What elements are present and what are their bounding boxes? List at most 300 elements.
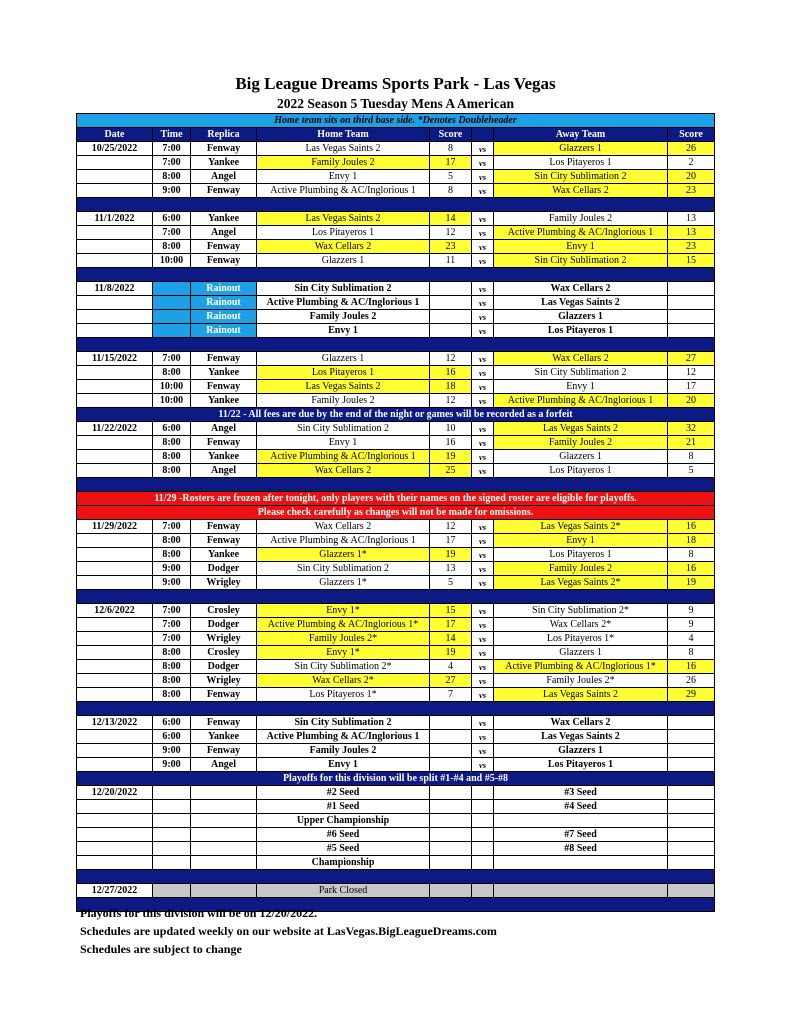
game-row bbox=[77, 422, 715, 436]
game-date bbox=[77, 646, 153, 660]
playoff-row bbox=[77, 800, 715, 814]
away-score: 15 bbox=[668, 254, 715, 268]
away-team: Wax Cellars 2 bbox=[494, 282, 668, 296]
game-row bbox=[77, 618, 715, 632]
home-team: Envy 1 bbox=[257, 436, 430, 450]
home-team: Wax Cellars 2 bbox=[257, 520, 430, 534]
playoff-home: Championship bbox=[257, 856, 430, 870]
away-team: Wax Cellars 2* bbox=[494, 618, 668, 632]
game-date bbox=[77, 842, 153, 856]
park-closed-text: Park Closed bbox=[257, 884, 430, 898]
game-row bbox=[77, 170, 715, 184]
game-row bbox=[77, 142, 715, 156]
game-time: 8:00 bbox=[153, 464, 191, 478]
game-replica: Fenway bbox=[191, 352, 257, 366]
vs-label: vs bbox=[472, 422, 494, 436]
game-time: 6:00 bbox=[153, 422, 191, 436]
game-row bbox=[77, 688, 715, 702]
col-header-away-score: Score bbox=[668, 128, 715, 142]
away-score bbox=[668, 282, 715, 296]
week-separator bbox=[77, 590, 715, 604]
col-header-vs bbox=[472, 128, 494, 142]
vs-label: vs bbox=[472, 688, 494, 702]
notice-text: Playoffs for this division will be split #1-#4 and #5-#8 bbox=[77, 772, 715, 786]
game-time: 8:00 bbox=[153, 534, 191, 548]
home-team: Glazzers 1* bbox=[257, 576, 430, 590]
vs-label: vs bbox=[472, 576, 494, 590]
away-team: Wax Cellars 2 bbox=[494, 352, 668, 366]
vs-label bbox=[472, 856, 494, 870]
home-team: Las Vegas Saints 2 bbox=[257, 142, 430, 156]
col-header-home-team: Home Team bbox=[257, 128, 430, 142]
game-replica bbox=[191, 786, 257, 800]
home-score bbox=[430, 296, 472, 310]
week-separator bbox=[77, 198, 715, 212]
game-date bbox=[77, 618, 153, 632]
home-score bbox=[430, 856, 472, 870]
home-score bbox=[430, 310, 472, 324]
game-time: 7:00 bbox=[153, 352, 191, 366]
home-team: Wax Cellars 2 bbox=[257, 240, 430, 254]
away-team: Las Vegas Saints 2* bbox=[494, 576, 668, 590]
game-time: 8:00 bbox=[153, 548, 191, 562]
game-time: 7:00 bbox=[153, 632, 191, 646]
playoff-row bbox=[77, 786, 715, 800]
home-team: Wax Cellars 2* bbox=[257, 674, 430, 688]
home-score bbox=[430, 730, 472, 744]
game-row bbox=[77, 254, 715, 268]
game-date: 11/22/2022 bbox=[77, 422, 153, 436]
away-score bbox=[668, 828, 715, 842]
footer-line-3: Schedules are subject to change bbox=[80, 942, 242, 956]
game-replica: Dodger bbox=[191, 562, 257, 576]
away-team: Family Joules 2 bbox=[494, 562, 668, 576]
home-score bbox=[430, 324, 472, 338]
vs-label bbox=[472, 814, 494, 828]
playoff-row bbox=[77, 828, 715, 842]
game-time: 8:00 bbox=[153, 170, 191, 184]
home-score: 14 bbox=[430, 212, 472, 226]
vs-label: vs bbox=[472, 324, 494, 338]
away-team: Wax Cellars 2 bbox=[494, 184, 668, 198]
game-replica: Yankee bbox=[191, 730, 257, 744]
playoff-away: #7 Seed bbox=[494, 828, 668, 842]
away-score: 4 bbox=[668, 632, 715, 646]
away-team: Los Pitayeros 1 bbox=[494, 156, 668, 170]
game-row bbox=[77, 156, 715, 170]
game-replica: Fenway bbox=[191, 436, 257, 450]
game-date bbox=[77, 184, 153, 198]
home-team: Active Plumbing & AC/Inglorious 1* bbox=[257, 618, 430, 632]
away-score: 16 bbox=[668, 520, 715, 534]
home-score: 19 bbox=[430, 646, 472, 660]
notice-text: 11/22 - All fees are due by the end of the night or games will be recorded as a forfeit bbox=[77, 408, 715, 422]
game-time: 8:00 bbox=[153, 688, 191, 702]
game-time bbox=[153, 786, 191, 800]
vs-label: vs bbox=[472, 562, 494, 576]
away-score: 26 bbox=[668, 142, 715, 156]
game-replica: Fenway bbox=[191, 184, 257, 198]
game-date bbox=[77, 576, 153, 590]
footer-line-1: Playoffs for this division will be on 12/20/2022. bbox=[80, 906, 318, 920]
home-team: Active Plumbing & AC/Inglorious 1 bbox=[257, 730, 430, 744]
vs-label: vs bbox=[472, 520, 494, 534]
game-date bbox=[77, 394, 153, 408]
game-time: 6:00 bbox=[153, 730, 191, 744]
vs-label: vs bbox=[472, 604, 494, 618]
playoff-away bbox=[494, 856, 668, 870]
game-date: 12/20/2022 bbox=[77, 786, 153, 800]
game-row bbox=[77, 534, 715, 548]
game-time: 7:00 bbox=[153, 618, 191, 632]
vs-label: vs bbox=[472, 646, 494, 660]
schedule-table bbox=[76, 113, 715, 912]
game-time: 6:00 bbox=[153, 212, 191, 226]
home-score: 13 bbox=[430, 562, 472, 576]
away-team: Los Pitayeros 1* bbox=[494, 632, 668, 646]
home-team: Los Pitayeros 1 bbox=[257, 226, 430, 240]
roster-alert-text: Please check carefully as changes will not be made for omissions. bbox=[77, 506, 715, 520]
game-replica: Angel bbox=[191, 422, 257, 436]
away-score bbox=[668, 324, 715, 338]
game-date bbox=[77, 660, 153, 674]
game-row bbox=[77, 212, 715, 226]
away-score: 20 bbox=[668, 170, 715, 184]
vs-label: vs bbox=[472, 548, 494, 562]
game-row bbox=[77, 240, 715, 254]
vs-label: vs bbox=[472, 366, 494, 380]
game-replica: Fenway bbox=[191, 240, 257, 254]
vs-label: vs bbox=[472, 254, 494, 268]
vs-label: vs bbox=[472, 394, 494, 408]
game-row bbox=[77, 366, 715, 380]
away-team: Los Pitayeros 1 bbox=[494, 548, 668, 562]
home-score: 12 bbox=[430, 352, 472, 366]
vs-label: vs bbox=[472, 744, 494, 758]
game-date bbox=[77, 366, 153, 380]
home-team: Active Plumbing & AC/Inglorious 1 bbox=[257, 184, 430, 198]
game-time: 7:00 bbox=[153, 520, 191, 534]
home-team: Family Joules 2 bbox=[257, 744, 430, 758]
game-row bbox=[77, 548, 715, 562]
page-title: Big League Dreams Sports Park - Las Vegas bbox=[235, 74, 556, 93]
playoff-row bbox=[77, 856, 715, 870]
home-score: 12 bbox=[430, 520, 472, 534]
game-date: 11/1/2022 bbox=[77, 212, 153, 226]
game-row bbox=[77, 394, 715, 408]
game-row bbox=[77, 352, 715, 366]
away-score bbox=[668, 744, 715, 758]
game-replica bbox=[191, 842, 257, 856]
game-row bbox=[77, 380, 715, 394]
closed-row bbox=[77, 884, 715, 898]
home-score: 23 bbox=[430, 240, 472, 254]
home-score: 16 bbox=[430, 436, 472, 450]
vs-label: vs bbox=[472, 730, 494, 744]
home-team: Family Joules 2 bbox=[257, 394, 430, 408]
game-time: 8:00 bbox=[153, 436, 191, 450]
game-time: 7:00 bbox=[153, 604, 191, 618]
away-team: Las Vegas Saints 2 bbox=[494, 730, 668, 744]
home-score: 14 bbox=[430, 632, 472, 646]
vs-label: vs bbox=[472, 156, 494, 170]
game-replica bbox=[191, 884, 257, 898]
game-replica bbox=[191, 828, 257, 842]
away-team: Glazzers 1 bbox=[494, 310, 668, 324]
game-row bbox=[77, 464, 715, 478]
game-time: 8:00 bbox=[153, 240, 191, 254]
col-header-away-team: Away Team bbox=[494, 128, 668, 142]
away-team: Los Pitayeros 1 bbox=[494, 324, 668, 338]
home-team: Active Plumbing & AC/Inglorious 1 bbox=[257, 534, 430, 548]
game-row bbox=[77, 310, 715, 324]
vs-label: vs bbox=[472, 142, 494, 156]
home-score: 4 bbox=[430, 660, 472, 674]
game-date: 12/13/2022 bbox=[77, 716, 153, 730]
home-score bbox=[430, 758, 472, 772]
home-team: Envy 1* bbox=[257, 646, 430, 660]
away-team: Sin City Sublimation 2 bbox=[494, 366, 668, 380]
home-score: 25 bbox=[430, 464, 472, 478]
vs-label: vs bbox=[472, 436, 494, 450]
game-date bbox=[77, 310, 153, 324]
game-date bbox=[77, 632, 153, 646]
game-replica: Crosley bbox=[191, 604, 257, 618]
separator-bar bbox=[77, 478, 715, 492]
home-team: Los Pitayeros 1* bbox=[257, 688, 430, 702]
game-time bbox=[153, 828, 191, 842]
home-score bbox=[430, 786, 472, 800]
game-time: 8:00 bbox=[153, 660, 191, 674]
home-score bbox=[430, 744, 472, 758]
home-score: 5 bbox=[430, 576, 472, 590]
away-score: 13 bbox=[668, 226, 715, 240]
game-row bbox=[77, 646, 715, 660]
game-replica: Fenway bbox=[191, 716, 257, 730]
away-score bbox=[668, 884, 715, 898]
home-score: 27 bbox=[430, 674, 472, 688]
game-time: 9:00 bbox=[153, 758, 191, 772]
note-text: Home team sits on third base side. *Denotes Doubleheader bbox=[77, 114, 715, 128]
week-separator bbox=[77, 338, 715, 352]
game-replica: Rainout bbox=[191, 310, 257, 324]
game-date bbox=[77, 254, 153, 268]
vs-label: vs bbox=[472, 758, 494, 772]
away-score bbox=[668, 758, 715, 772]
away-team: Glazzers 1 bbox=[494, 450, 668, 464]
vs-label: vs bbox=[472, 310, 494, 324]
col-header-home-score: Score bbox=[430, 128, 472, 142]
away-team: Las Vegas Saints 2 bbox=[494, 688, 668, 702]
game-row bbox=[77, 562, 715, 576]
col-header-replica: Replica bbox=[191, 128, 257, 142]
home-team: Envy 1* bbox=[257, 604, 430, 618]
game-date bbox=[77, 380, 153, 394]
home-score: 8 bbox=[430, 142, 472, 156]
game-replica: Fenway bbox=[191, 380, 257, 394]
game-time: 8:00 bbox=[153, 674, 191, 688]
game-row bbox=[77, 604, 715, 618]
game-date: 11/15/2022 bbox=[77, 352, 153, 366]
home-score: 19 bbox=[430, 450, 472, 464]
game-time bbox=[153, 842, 191, 856]
home-team: Envy 1 bbox=[257, 758, 430, 772]
home-score: 17 bbox=[430, 156, 472, 170]
col-header-time: Time bbox=[153, 128, 191, 142]
game-date: 11/8/2022 bbox=[77, 282, 153, 296]
home-team: Sin City Sublimation 2* bbox=[257, 660, 430, 674]
game-time: 6:00 bbox=[153, 716, 191, 730]
game-time: 7:00 bbox=[153, 226, 191, 240]
away-team: Glazzers 1 bbox=[494, 646, 668, 660]
col-header-date: Date bbox=[77, 128, 153, 142]
game-date bbox=[77, 828, 153, 842]
header-row bbox=[77, 128, 715, 142]
away-score: 21 bbox=[668, 436, 715, 450]
separator-bar bbox=[77, 268, 715, 282]
game-time bbox=[153, 800, 191, 814]
roster-alert-text: 11/29 -Rosters are frozen after tonight, only players with their names on the signed roster are eligible for playoffs. bbox=[77, 492, 715, 506]
separator-bar bbox=[77, 702, 715, 716]
home-team: Family Joules 2 bbox=[257, 310, 430, 324]
away-score: 26 bbox=[668, 674, 715, 688]
vs-label: vs bbox=[472, 352, 494, 366]
game-replica: Yankee bbox=[191, 212, 257, 226]
away-score bbox=[668, 856, 715, 870]
game-row bbox=[77, 296, 715, 310]
game-row bbox=[77, 758, 715, 772]
game-time bbox=[153, 814, 191, 828]
home-score: 12 bbox=[430, 226, 472, 240]
home-score: 12 bbox=[430, 394, 472, 408]
away-team: Los Pitayeros 1 bbox=[494, 464, 668, 478]
game-date bbox=[77, 814, 153, 828]
roster-alert-row bbox=[77, 506, 715, 520]
home-team: Active Plumbing & AC/Inglorious 1 bbox=[257, 450, 430, 464]
game-time: 8:00 bbox=[153, 366, 191, 380]
vs-label: vs bbox=[472, 660, 494, 674]
away-team: Las Vegas Saints 2* bbox=[494, 520, 668, 534]
game-replica: Wrigley bbox=[191, 632, 257, 646]
game-row bbox=[77, 716, 715, 730]
away-score: 29 bbox=[668, 688, 715, 702]
vs-label: vs bbox=[472, 674, 494, 688]
vs-label: vs bbox=[472, 226, 494, 240]
away-score: 16 bbox=[668, 660, 715, 674]
game-replica: Angel bbox=[191, 226, 257, 240]
game-row bbox=[77, 730, 715, 744]
game-row bbox=[77, 674, 715, 688]
game-time: 7:00 bbox=[153, 156, 191, 170]
game-date bbox=[77, 296, 153, 310]
home-score: 8 bbox=[430, 184, 472, 198]
game-replica: Yankee bbox=[191, 366, 257, 380]
game-replica: Yankee bbox=[191, 394, 257, 408]
game-replica: Rainout bbox=[191, 324, 257, 338]
game-time bbox=[153, 310, 191, 324]
away-score: 17 bbox=[668, 380, 715, 394]
game-date bbox=[77, 674, 153, 688]
game-time: 10:00 bbox=[153, 380, 191, 394]
home-team: Wax Cellars 2 bbox=[257, 464, 430, 478]
game-replica: Yankee bbox=[191, 450, 257, 464]
playoff-away: #8 Seed bbox=[494, 842, 668, 856]
away-team: Wax Cellars 2 bbox=[494, 716, 668, 730]
home-team: Envy 1 bbox=[257, 324, 430, 338]
game-replica: Dodger bbox=[191, 618, 257, 632]
week-separator bbox=[77, 478, 715, 492]
game-time: 9:00 bbox=[153, 576, 191, 590]
game-replica bbox=[191, 800, 257, 814]
home-score: 15 bbox=[430, 604, 472, 618]
away-score bbox=[668, 716, 715, 730]
game-row bbox=[77, 324, 715, 338]
game-date bbox=[77, 464, 153, 478]
playoff-away bbox=[494, 814, 668, 828]
home-team: Sin City Sublimation 2 bbox=[257, 422, 430, 436]
home-score: 5 bbox=[430, 170, 472, 184]
page-subtitle: 2022 Season 5 Tuesday Mens A American bbox=[276, 96, 515, 111]
game-time bbox=[153, 282, 191, 296]
away-team: Glazzers 1 bbox=[494, 744, 668, 758]
away-score: 9 bbox=[668, 604, 715, 618]
home-team: Sin City Sublimation 2 bbox=[257, 716, 430, 730]
game-replica: Angel bbox=[191, 758, 257, 772]
home-team: Sin City Sublimation 2 bbox=[257, 282, 430, 296]
away-team: Envy 1 bbox=[494, 240, 668, 254]
away-score bbox=[668, 814, 715, 828]
home-team: Family Joules 2 bbox=[257, 156, 430, 170]
away-team: Sin City Sublimation 2 bbox=[494, 170, 668, 184]
away-team: Family Joules 2 bbox=[494, 212, 668, 226]
week-separator bbox=[77, 870, 715, 884]
vs-label bbox=[472, 884, 494, 898]
game-replica: Rainout bbox=[191, 296, 257, 310]
away-score: 27 bbox=[668, 352, 715, 366]
home-team: Los Pitayeros 1 bbox=[257, 366, 430, 380]
game-date bbox=[77, 324, 153, 338]
game-replica: Rainout bbox=[191, 282, 257, 296]
playoff-row bbox=[77, 842, 715, 856]
vs-label: vs bbox=[472, 184, 494, 198]
away-score: 12 bbox=[668, 366, 715, 380]
home-team: Family Joules 2* bbox=[257, 632, 430, 646]
playoff-home: #5 Seed bbox=[257, 842, 430, 856]
game-date bbox=[77, 534, 153, 548]
game-replica: Fenway bbox=[191, 254, 257, 268]
home-score: 16 bbox=[430, 366, 472, 380]
away-team: Active Plumbing & AC/Inglorious 1* bbox=[494, 660, 668, 674]
week-separator bbox=[77, 268, 715, 282]
vs-label bbox=[472, 828, 494, 842]
away-team: Family Joules 2 bbox=[494, 436, 668, 450]
vs-label: vs bbox=[472, 450, 494, 464]
game-time: 9:00 bbox=[153, 184, 191, 198]
home-team: Active Plumbing & AC/Inglorious 1 bbox=[257, 296, 430, 310]
away-score bbox=[668, 296, 715, 310]
separator-bar bbox=[77, 338, 715, 352]
separator-bar bbox=[77, 590, 715, 604]
game-replica: Fenway bbox=[191, 520, 257, 534]
game-time bbox=[153, 324, 191, 338]
away-score: 8 bbox=[668, 646, 715, 660]
home-score: 11 bbox=[430, 254, 472, 268]
away-score: 19 bbox=[668, 576, 715, 590]
note-row bbox=[77, 114, 715, 128]
playoff-home: #1 Seed bbox=[257, 800, 430, 814]
playoff-away: #4 Seed bbox=[494, 800, 668, 814]
away-score: 8 bbox=[668, 450, 715, 464]
